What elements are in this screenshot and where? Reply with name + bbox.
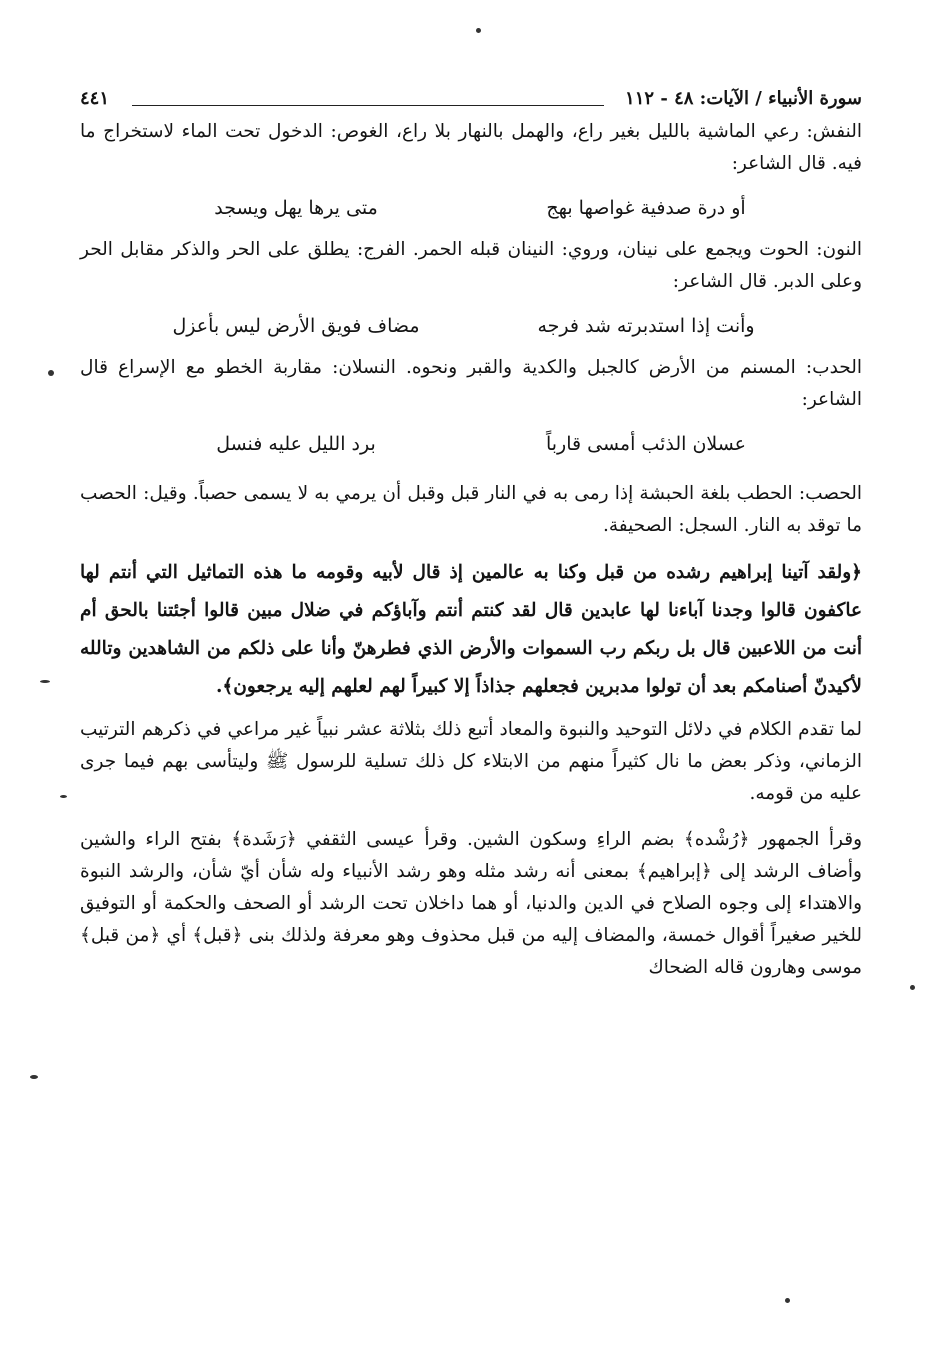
poetry-verse <box>80 428 862 460</box>
scan-speck <box>60 795 67 798</box>
quran-verses-block: ﴿ولقد آتينا إبراهيم رشده من قبل وكنا به عالمين إذ قال لأبيه وقومه ما هذه التماثيل التي أنتم لها عاكفون قالوا وجدنا آباءنا لها عابدين قال لقد كنتم أنتم وآباؤكم في ضلال مبين قالوا أجئتنا بالحق أم أنت من اللاعبين قال بل ربكم رب السموات والأرض الذي فطرهنّ وأنا على ذلكم من الشاهدين وتالله لأكيدنّ أصنامكم بعد أن تولوا مدبرين فجعلهم جذاذاً إلا كبيراً لهم لعلهم إليه يرجعون﴾. <box>80 562 862 697</box>
scan-speck <box>910 985 915 990</box>
glossary-paragraph-nafash: النفش: رعي الماشية بالليل بغير راع، والهمل بالنهار بلا راع، الغوص: الدخول تحت الماء لاستخراج ما فيه. قال الشاعر: <box>80 121 862 174</box>
glossary-paragraph-hadab: الحدب: المسنم من الأرض كالجبل والكدية والقبر ونحوه. النسلان: مقاربة الخطو مع الإسراع قال الشاعر: <box>80 357 862 410</box>
scan-speck <box>476 28 481 33</box>
running-header <box>80 88 862 116</box>
poetry-verse <box>80 192 862 224</box>
verse-second-hemistich: متى يرها يهل ويسجد <box>214 197 378 219</box>
verse-first-hemistich: وأنت إذا استدبرته شد فرجه <box>537 315 755 337</box>
page <box>80 88 862 984</box>
scan-speck <box>40 680 50 683</box>
glossary-paragraph-hasab: الحصب: الحطب بلغة الحبشة إذا رمى به في النار قبل وقبل أن يرمي به لا يسمى حصباً. وقيل: الحصب ما توقد به النار. السجل: الصحيفة. <box>80 483 862 536</box>
verse-first-hemistich: أو درة صدفية غواصها بهج <box>546 197 746 219</box>
header-rule <box>132 105 604 106</box>
scan-speck <box>30 1075 38 1079</box>
verse-second-hemistich: برد الليل عليه فنسل <box>216 433 376 455</box>
poetry-verse <box>80 310 862 342</box>
commentary-paragraph: لما تقدم الكلام في دلائل التوحيد والنبوة والمعاد أتبع ذلك بثلاثة عشر نبياً غير مراعي في ذكرهم الترتيب الزماني، وذكر بعض ما نال كثيراً منهم من الابتلاء كل ذلك تسلية للرسول ﷺ وليتأسى بهم فيما جرى عليه من قومه. <box>80 719 862 804</box>
scan-speck <box>48 370 54 376</box>
page-number: ٤٤١ <box>80 88 110 109</box>
commentary-paragraph-readings: وقرأ الجمهور ﴿رُشْده﴾ بضم الراءِ وسكون الشين. وقرأ عيسى الثقفي ﴿رَشَدة﴾ بفتح الراء والشين وأضاف الرشد إلى ﴿إبراهيم﴾ بمعنى أنه رشد مثله وهو رشد الأنبياء وله شأن أيّ شأن، والرشد النبوة والاهتداء إلى وجوه الصلاح في الدين والدنيا، أو هما داخلان تحت الرشد أو الصحف والحكمة أو التوفيق للخير صغيراً أقوال خمسة، والمضاف إليه من قبل محذوف وهو معرفة ولذلك بنى ﴿قبل﴾ أي ﴿من قبل﴾ موسى وهارون قاله الضحاك <box>80 829 862 978</box>
scan-speck <box>785 1298 790 1303</box>
verse-first-hemistich: عسلان الذئب أمسى قارباً <box>545 433 747 455</box>
glossary-paragraph-nun: النون: الحوت ويجمع على نينان، وروي: النينان قبله الحمر. الفرج: يطلق على الحر والذكر مقابل الحر وعلى الدبر. قال الشاعر: <box>80 239 862 292</box>
page-title: سورة الأنبياء / الآيات: ٤٨ - ١١٢ <box>625 88 862 109</box>
verse-second-hemistich: مضاف فويق الأرض ليس بأعزل <box>172 315 420 337</box>
